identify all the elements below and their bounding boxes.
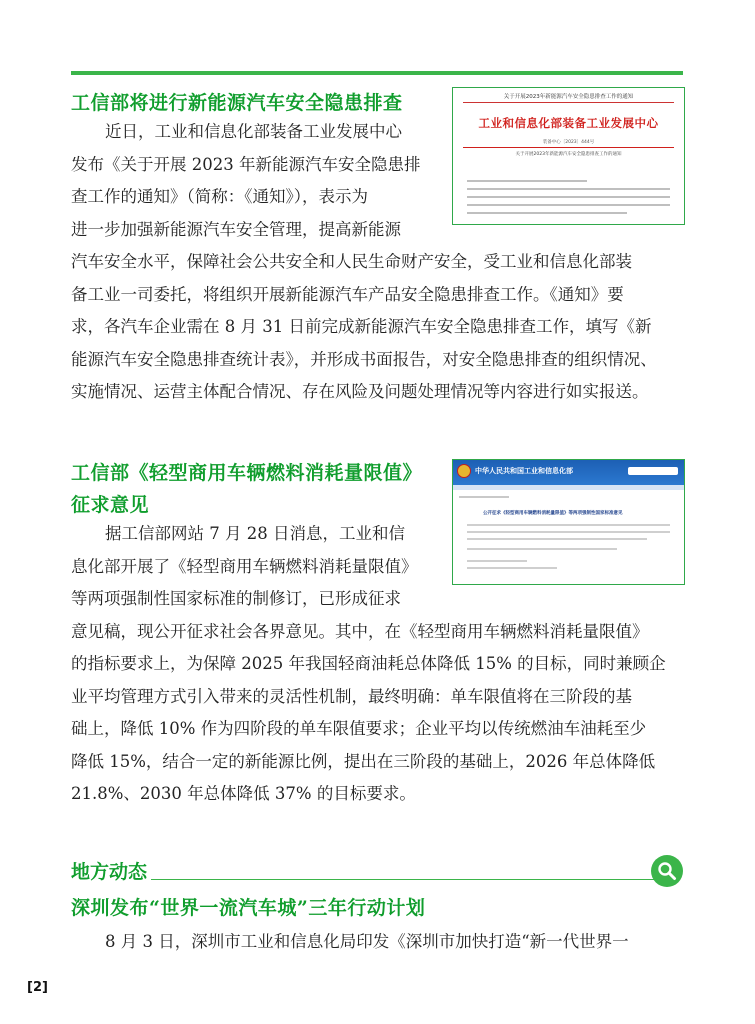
body-line: 实施情况、运营主体配合情况、存在风险及问题处理情况等内容进行如实报送。 — [71, 382, 649, 401]
body-line: 业平均管理方式引入带来的灵活性机制，最终明确：单车限值将在三阶段的基 — [71, 686, 632, 706]
thumbnail-nav-strip — [453, 485, 684, 490]
body-line: 汽车安全水平，保障社会公共安全和人民生命财产安全，受工业和信息化部装 — [71, 252, 632, 271]
body-line: 查工作的通知》（简称：《通知》），表示为 — [71, 187, 368, 206]
top-accent-bar — [71, 71, 683, 75]
body-line: 进一步加强新能源汽车安全管理，提高新能源 — [71, 219, 401, 239]
article-1-title: 工信部将进行新能源汽车安全隐患排查 — [71, 92, 403, 114]
body-line: 备工业一司委托，将组织开展新能源汽车产品安全隐患排查工作。《通知》要 — [71, 284, 624, 304]
thumbnail-subtitle: 关于开展2023年新能源汽车安全隐患排查工作的通知 — [515, 152, 622, 157]
body-line: 降低 15%，结合一定的新能源比例，提出在三阶段的基础上，2026 年总体降低 — [71, 751, 656, 771]
body-line: 能源汽车安全隐患排查统计表》，并形成书面报告，对安全隐患排查的组织情况、 — [71, 349, 657, 369]
thumbnail-header: 关于开展2023年新能源汽车安全隐患排查工作的通知 — [503, 94, 634, 100]
body-line: 近日，工业和信息化部装备工业发展中心 — [105, 122, 402, 141]
body-line: 发布《关于开展 2023 年新能源汽车安全隐患排 — [71, 154, 421, 174]
body-line: 息化部开展了《轻型商用车辆燃料消耗量限值》 — [71, 556, 418, 576]
body-line: 求，各汽车企业需在 8 月 31 日前完成新能源汽车安全隐患排查工作，填写《新 — [71, 317, 652, 336]
thumbnail-org-title: 工业和信息化部装备工业发展中心 — [478, 116, 659, 130]
body-line: 等两项强制性国家标准的制修订，已形成征求 — [71, 589, 401, 608]
body-line: 础上，降低 10% 作为四阶段的单车限值要求；企业平均以传统燃油车油耗至少 — [71, 719, 647, 738]
body-line: 据工信部网站 7 月 28 日消息，工业和信 — [105, 524, 405, 543]
article-3-title: 深圳发布“世界一流汽车城”三年行动计划 — [71, 897, 426, 919]
page-number: [2] — [27, 980, 48, 995]
article-3-body — [71, 926, 683, 959]
search-icon — [651, 855, 683, 887]
thumbnail-site-header — [453, 460, 684, 485]
thumbnail-breadcrumb — [459, 496, 509, 498]
article-2-title-line1: 工信部《轻型商用车辆燃料消耗量限值》 — [71, 462, 423, 484]
body-line: 8 月 3 日，深圳市工业和信息化局印发《深圳市加快打造“新一代世界一 — [105, 932, 629, 951]
article-2-body — [71, 518, 683, 811]
thumbnail-site-name: 中华人民共和国工业和信息化部 — [475, 467, 573, 475]
body-line: 的指标要求上，为保障 2025 年我国轻商油耗总体降低 15% 的目标，同时兼顾企 — [71, 654, 666, 673]
body-line: 21.8%、2030 年总体降低 37% 的目标要求。 — [71, 784, 416, 803]
body-line: 意见稿，现公开征求社会各界意见。其中，在《轻型商用车辆燃料消耗量限值》 — [71, 621, 649, 641]
thumbnail-search-box — [628, 467, 678, 475]
thumbnail-divider — [463, 102, 674, 103]
article-2-title-line2: 征求意见 — [71, 494, 150, 516]
national-emblem-icon — [457, 464, 471, 478]
local-news-section-header — [71, 857, 683, 887]
article-1-body — [71, 116, 683, 409]
section-title: 地方动态 — [71, 861, 148, 883]
thumbnail-notice-title: 公开征求《轻型商用车辆燃料消耗量限值》等两项强制性国家标准意见 — [483, 511, 623, 516]
thumbnail-doc-number: 装备中心〔2023〕444号 — [542, 140, 595, 145]
section-divider — [151, 879, 655, 880]
